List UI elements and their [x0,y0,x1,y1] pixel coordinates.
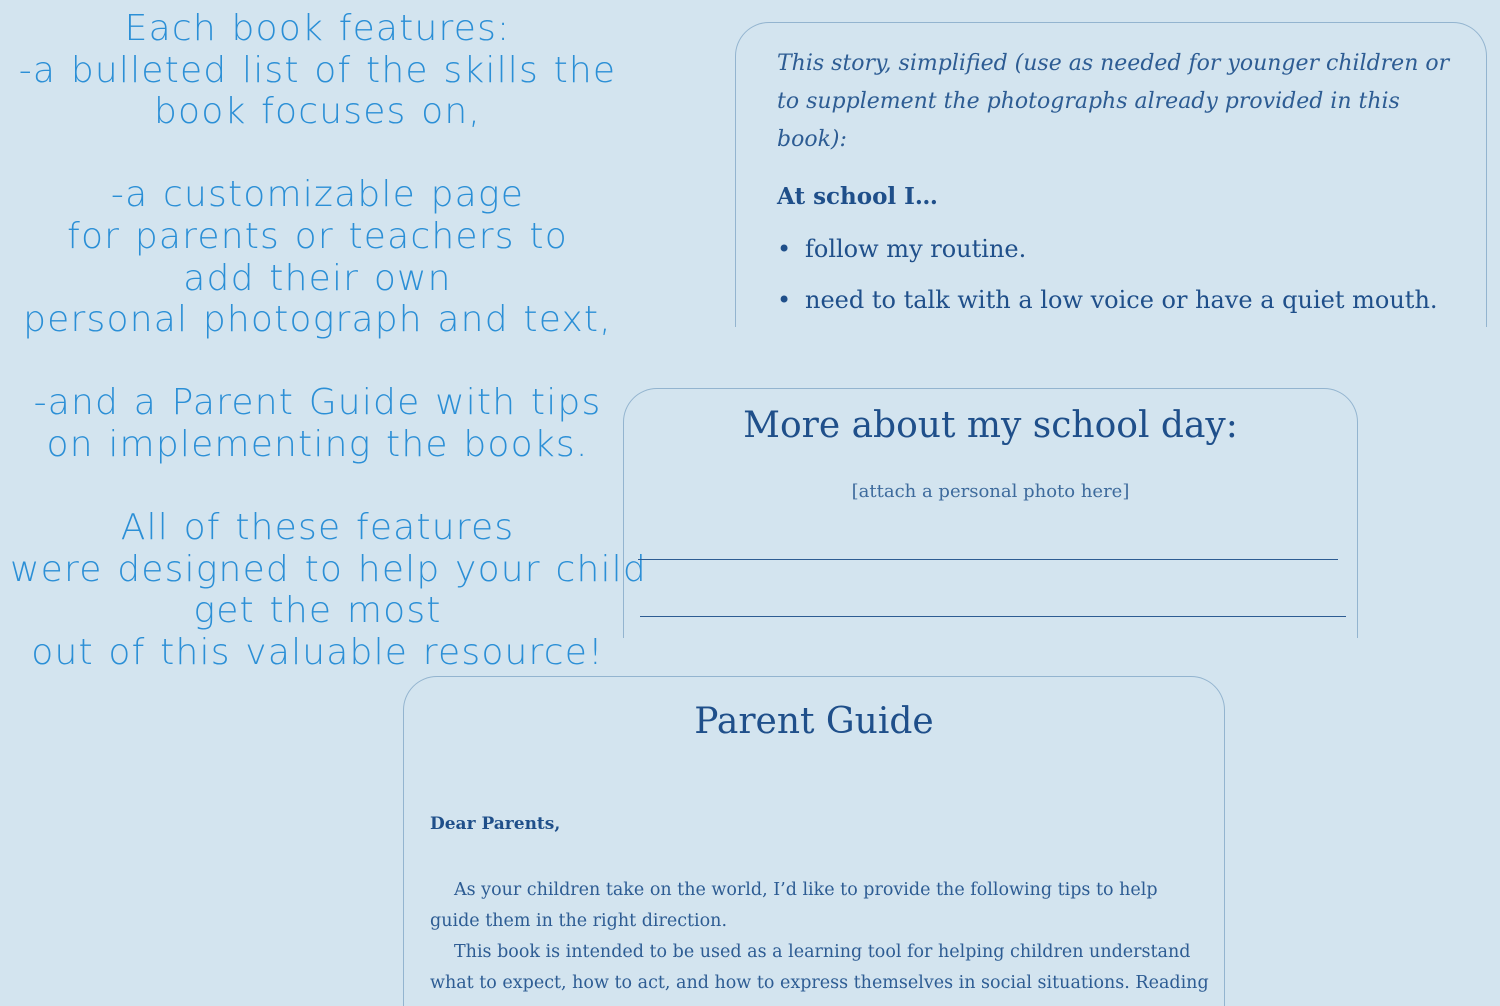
story-bullet-list [777,235,1438,337]
promo-gap [10,341,625,383]
story-intro: This story, simplified (use as needed for younger children or to supplement the photographs already provided in this book): [777,51,1450,152]
story-heading: At school I… [777,183,938,210]
photo-placeholder-note: [attach a personal photo here] [851,481,1130,502]
promo-line: All of these features [120,507,515,549]
promo-line: get the most [193,590,442,632]
promo-line: were designed to help your child [10,548,647,590]
parent-guide-card [403,676,1225,1006]
promo-line: Each book features: [124,8,511,49]
simplified-story-card [735,22,1487,327]
guide-body [430,875,1210,999]
bullet-icon: • [777,286,792,314]
school-day-title: More about my school day: [743,405,1238,446]
promo-gap [10,133,625,175]
list-item-text: follow my routine. [805,235,1027,263]
list-item-text: need to talk with a low voice or have a quiet mouth. [805,286,1438,314]
promo-text-block [10,8,647,674]
list-item [777,235,1438,286]
promo-gap [10,466,625,508]
school-day-card [623,388,1358,638]
guide-paragraph: This book is intended to be used as a learning tool for helping children understand what to expect, how to act, and how to express themselves in social situations. Reading [430,942,1209,993]
promo-line: personal photograph and text, [23,299,612,341]
guide-paragraph: As your children take on the world, I’d like to provide the following tips to help guide them in the right direction. [430,880,1158,931]
parent-guide-title: Parent Guide [694,701,934,742]
promo-line: book focuses on, [153,91,482,133]
promo-line: add their own [183,257,452,299]
promo-line: on implementing the books. [46,423,589,465]
promo-line: for parents or teachers to [67,215,568,257]
list-item [777,286,1438,337]
promo-line: out of this valuable resource! [31,631,604,673]
writing-line [640,616,1346,617]
promo-line: -and a Parent Guide with tips [33,382,602,424]
writing-line [638,559,1338,560]
promo-line: -a bulleted list of the skills the [18,49,617,91]
bullet-icon: • [777,235,792,263]
promo-line: -a customizable page [110,174,525,216]
salutation: Dear Parents, [430,814,561,834]
